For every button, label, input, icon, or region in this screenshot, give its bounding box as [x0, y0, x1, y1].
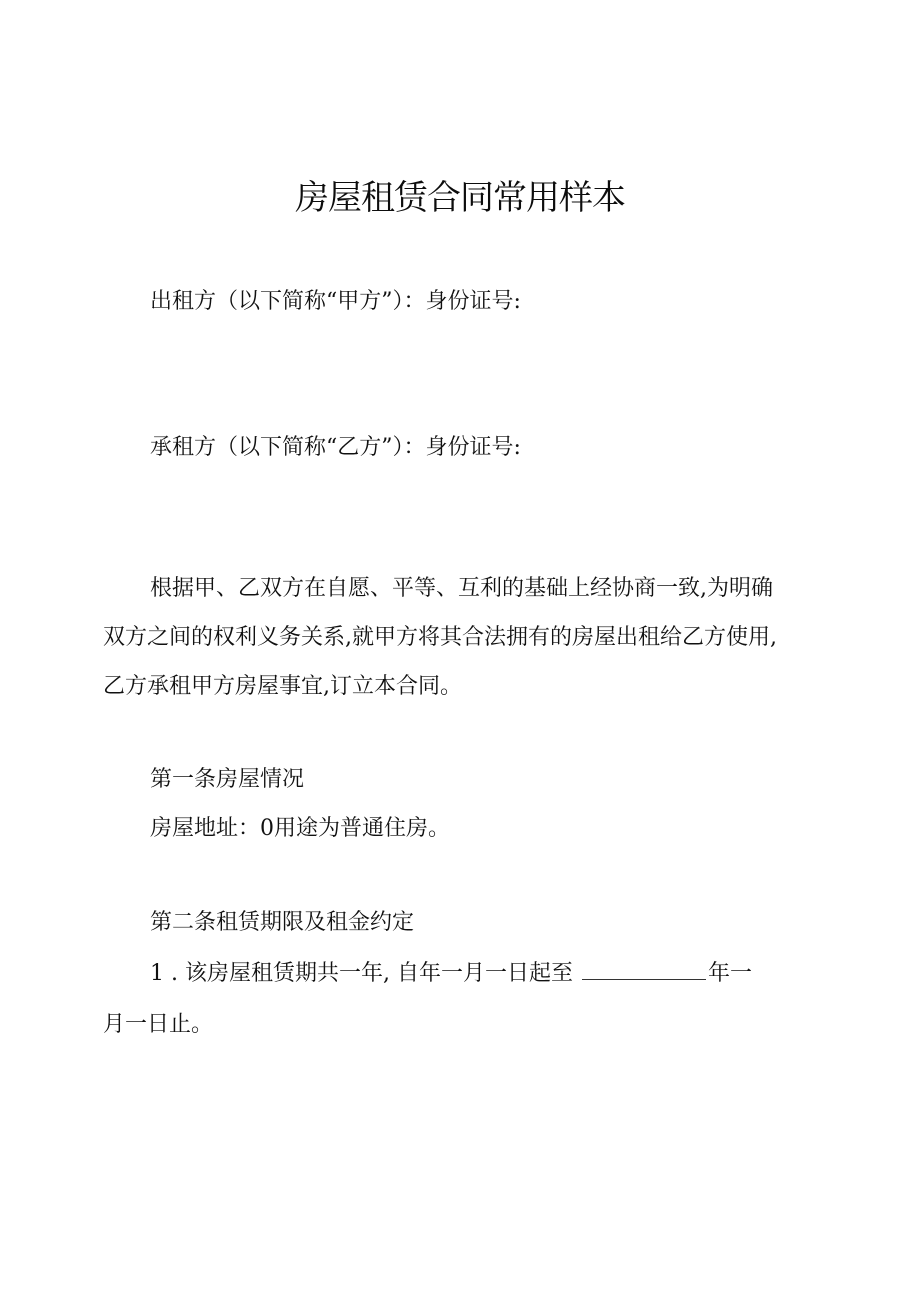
document-title: 房屋租赁合同常用样本: [295, 178, 625, 218]
article-1-address-line: 房屋地址：0用途为普通住房。: [150, 816, 450, 841]
article-2-item-1-end: 年一: [707, 961, 752, 986]
lessee-line: 承租方（以下简称“乙方”）：身份证号:: [150, 435, 521, 460]
article-2-item-1: [150, 958, 752, 989]
preamble-line-1: 根据甲、乙双方在自愿、平等、互利的基础上经协商一致,为明确: [150, 576, 773, 601]
article-2-item-1-continuation: 月一日止。: [103, 1012, 214, 1037]
end-year-blank: [582, 958, 706, 980]
article-1-heading: 第一条房屋情况: [150, 767, 305, 792]
article-2-heading: 第二条租赁期限及租金约定: [150, 910, 415, 935]
lessor-line: 出租方（以下简称“甲方”）：身份证号:: [150, 289, 521, 314]
preamble-line-3: 乙方承租甲方房屋事宜,订立本合同。: [103, 674, 462, 699]
preamble-line-2: 双方之间的权利义务关系,就甲方将其合法拥有的房屋出租给乙方使用,: [103, 625, 777, 650]
article-2-item-1-start: 1 . 该房屋租赁期共一年, 自年一月一日起至: [150, 961, 573, 986]
